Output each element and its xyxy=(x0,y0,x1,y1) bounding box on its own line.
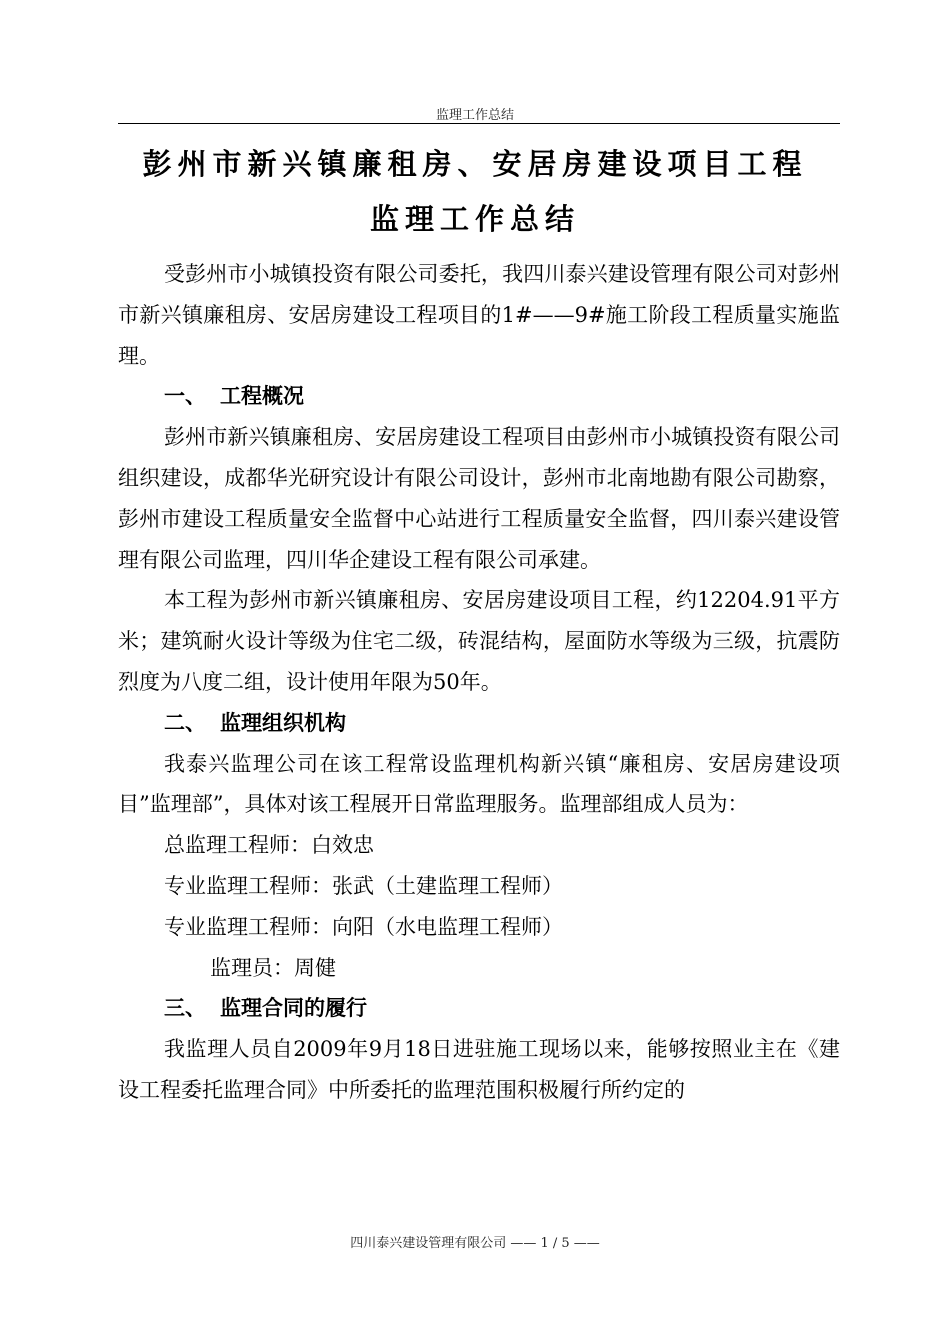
overview-paragraph-1: 彭州市新兴镇廉租房、安居房建设工程项目由彭州市小城镇投资有限公司组织建设，成都华光研究设计有限公司设计，彭州市北南地勘有限公司勘察，彭州市建设工程质量安全监督中心站进行工程质量安全监督，四川泰兴建设管理有限公司监理，四川华企建设工程有限公司承建。 xyxy=(118,425,840,572)
section-number: 二、 xyxy=(164,709,206,735)
staff-mep-engineer: 专业监理工程师：向阳（水电监理工程师） xyxy=(164,914,563,939)
section-number: 三、 xyxy=(164,995,206,1021)
section-heading-overview xyxy=(118,376,840,417)
contract-paragraph: 我监理人员自2009年9月18日进驻施工现场以来，能够按照业主在《建设工程委托监理合同》中所委托的监理范围积极履行所约定的 xyxy=(118,1037,840,1102)
intro-paragraph: 受彭州市小城镇投资有限公司委托，我四川泰兴建设管理有限公司对彭州市新兴镇廉租房、安居房建设工程项目的1#——9#施工阶段工程质量实施监理。 xyxy=(118,262,840,368)
section-number: 一、 xyxy=(164,383,206,409)
page-header: 监理工作总结 xyxy=(435,108,514,123)
staff-chief-engineer: 总监理工程师：白效忠 xyxy=(164,833,374,858)
section-heading-organization xyxy=(118,703,840,744)
header-divider xyxy=(118,123,840,124)
staff-supervisor: 监理员：周健 xyxy=(210,955,336,980)
section-title: 监理合同的履行 xyxy=(220,995,367,1021)
section-title: 监理组织机构 xyxy=(220,709,346,735)
document-title-line1: 彭州市新兴镇廉租房、安居房建设项目工程 xyxy=(142,147,808,181)
page-footer: 四川泰兴建设管理有限公司 —— 1 / 5 —— xyxy=(350,1236,600,1251)
organization-paragraph: 我泰兴监理公司在该工程常设监理机构新兴镇“廉租房、安居房建设项目”监理部”，具体对该工程展开日常监理服务。监理部组成人员为： xyxy=(118,751,840,817)
overview-paragraph-2: 本工程为彭州市新兴镇廉租房、安居房建设项目工程，约12204.91平方米；建筑耐火设计等级为住宅二级，砖混结构，屋面防水等级为三级，抗震防烈度为八度二组，设计使用年限为50年。 xyxy=(118,588,840,694)
section-heading-contract xyxy=(118,988,840,1029)
staff-civil-engineer: 专业监理工程师：张武（土建监理工程师） xyxy=(164,873,563,898)
section-title: 工程概况 xyxy=(220,383,304,409)
document-title-line2: 监理工作总结 xyxy=(369,202,580,236)
document-body xyxy=(118,254,840,1111)
